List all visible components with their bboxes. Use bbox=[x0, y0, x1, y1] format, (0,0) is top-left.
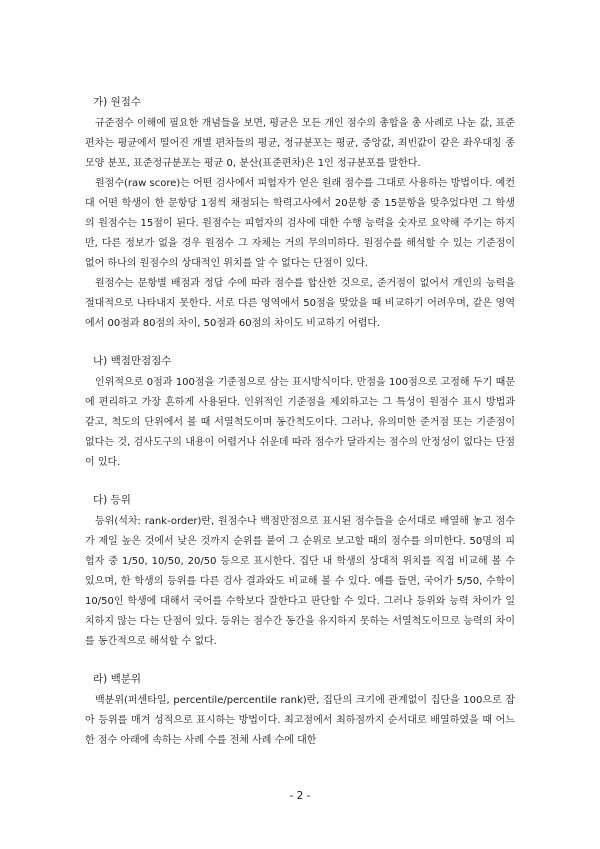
page-content bbox=[85, 93, 515, 751]
section-heading: 가) 원점수 bbox=[93, 96, 142, 108]
paragraph: 등위(석차: rank-order)란, 원점수나 백점만점으로 표시된 점수들을 순서대로 배열해 놓고 점수가 제일 높은 것에서 낮은 것까지 순위를 붙여 그 순위로 보고할 때의 점수를 의미한다. 50명의 피험자 중 1/50, 10/50, 20/50 등으로 표시한다. 집단 내 학생의 상대적 위치를 직접 비교해 볼 수 있으며, 한 학생의 등위를 다른 검사 결과와도 비교해 볼 수 있다. 예를 들면, 국어가 5/50, 수학이 10/50인 학생에 대해서 국어를 수학보다 잘한다고 판단할 수 있다. 그러나 등위와 능력 차이가 일치하지 않는 다는 단점이 있다. 등위는 점수간 동간을 유지하지 못하는 서열척도이므로 능력의 차이를 동간적으로 해석할 수 없다. bbox=[85, 516, 515, 647]
section-heading: 라) 백분위 bbox=[93, 673, 142, 685]
section-heading: 나) 백점만점점수 bbox=[93, 355, 172, 367]
section-percentile bbox=[85, 670, 515, 751]
paragraph: 백분위(퍼센타일, percentile/percentile rank)란, 집단의 크기에 관계없이 집단을 100으로 잡아 등위를 매겨 성적으로 표시하는 방법이다. 최고점에서 최하점까지 순서대로 배열하였을 때 어느 한 점수 아래에 속하는 사례 수를 전체 사례 수에 대한 bbox=[85, 695, 515, 746]
section-raw-score bbox=[85, 93, 515, 334]
page-number: - 2 - bbox=[289, 790, 311, 802]
section-rank bbox=[85, 491, 515, 652]
paragraph: 인위적으로 0점과 100점을 기준점으로 삼는 표시방식이다. 만점을 100점으로 고정해 두기 때문에 편리하고 가장 흔하게 사용된다. 인위적인 기준점을 제외하고는 그 특성이 원점수 표시 방법과 같고, 척도의 단위에서 볼 때 서열척도이며 동간척도이다. 그러나, 유의미한 준거점 또는 기준점이 없다는 것, 검사도구의 내용이 어렵거나 쉬운데 따라 점수가 달라지는 점수의 안정성이 없다는 단점이 있다. bbox=[85, 377, 515, 468]
paragraph: 원점수(raw score)는 어떤 검사에서 피험자가 얻은 원래 점수를 그대로 사용하는 방법이다. 예컨대 어떤 학생이 한 문항당 1점씩 채점되는 학력고사에서 20문항 중 15문항을 맞추었다면 그 학생의 원점수는 15점이 된다. 원점수는 피험자의 검사에 대한 수행 능력을 숫자로 요약해 주기는 하지만, 다른 정보가 없을 경우 원점수 그 자체는 거의 무의미하다. 원점수를 해석할 수 있는 기준점이 없어 하나의 원점수의 상대적인 위치를 알 수 없다는 단점이 있다. bbox=[85, 178, 515, 269]
paragraph: 규준점수 이해에 필요한 개념들을 보면, 평균은 모든 개인 점수의 총합을 총 사례로 나눈 값, 표준편차는 평균에서 떨어진 개별 편차들의 평균, 정규분포는 평균, 중앙값, 최빈값이 같은 좌우대칭 종모양 분포, 표준정규분포는 평균 0, 분산(표준편차)은 1인 정규분포를 말한다. bbox=[85, 118, 515, 169]
section-heading: 다) 등위 bbox=[93, 494, 131, 506]
section-hundred-point-score bbox=[85, 352, 515, 473]
paragraph: 원점수는 문항별 배점과 정답 수에 따라 점수를 합산한 것으로, 준거점이 없어서 개인의 능력을 절대적으로 나타내지 못한다. 서로 다른 영역에서 50점을 맞았을 때 비교하기 어려우며, 같은 영역에서 00점과 80점의 차이, 50점과 60점의 차이도 비교하기 어렵다. bbox=[85, 278, 515, 329]
